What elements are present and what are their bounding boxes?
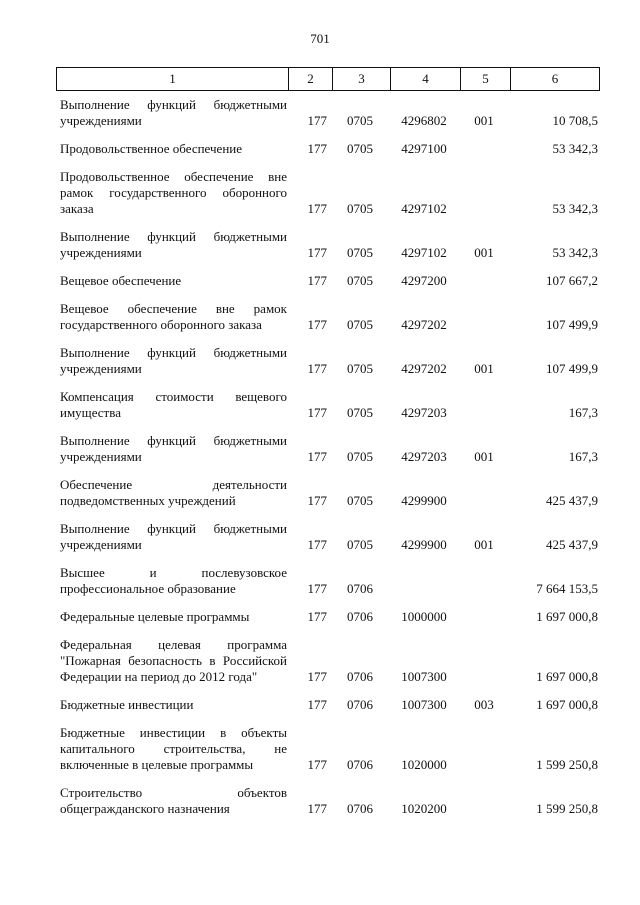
table-row	[56, 301, 599, 333]
row-code-2: 177	[307, 113, 327, 128]
row-code-3: 0705	[347, 449, 373, 464]
row-amount: 7 664 153,5	[536, 581, 598, 596]
row-code-2: 177	[307, 201, 327, 216]
row-amount: 1 599 250,8	[536, 757, 598, 772]
column-header-1: 1	[57, 68, 289, 91]
row-code-4: 4297203	[401, 405, 447, 420]
row-code-4: 4297203	[401, 449, 447, 464]
row-code-3: 0706	[347, 801, 373, 816]
row-code-2: 177	[307, 317, 327, 332]
row-code-3: 0705	[347, 317, 373, 332]
row-name: Вещевое обеспечение вне рамок государственного оборонного заказа	[60, 301, 287, 332]
row-name: Бюджетные инвестиции	[60, 697, 194, 712]
row-amount: 10 708,5	[552, 113, 598, 128]
row-name: Продовольственное обеспечение	[60, 141, 242, 156]
row-code-3: 0705	[347, 245, 373, 260]
row-code-2: 177	[307, 537, 327, 552]
row-code-3: 0705	[347, 201, 373, 216]
row-code-2: 177	[307, 669, 327, 684]
table-row	[56, 609, 599, 625]
row-code-3: 0706	[347, 697, 373, 712]
row-name: Выполнение функций бюджетными учреждениями	[60, 345, 287, 376]
row-code-2: 177	[307, 697, 327, 712]
row-amount: 425 437,9	[546, 493, 598, 508]
row-code-4: 4297200	[401, 273, 447, 288]
row-code-4: 4296802	[401, 113, 447, 128]
row-code-4: 4299900	[401, 493, 447, 508]
row-amount: 425 437,9	[546, 537, 598, 552]
row-code-4: 4297202	[401, 317, 447, 332]
row-code-2: 177	[307, 245, 327, 260]
row-name: Компенсация стоимости вещевого имущества	[60, 389, 287, 420]
column-header-table	[56, 67, 600, 91]
row-amount: 53 342,3	[552, 141, 598, 156]
row-name: Обеспечение деятельности подведомственных учреждений	[60, 477, 287, 508]
row-amount: 107 667,2	[546, 273, 598, 288]
row-name: Продовольственное обеспечение вне рамок государственного оборонного заказа	[60, 169, 287, 216]
row-name: Выполнение функций бюджетными учреждениями	[60, 433, 287, 464]
row-code-2: 177	[307, 273, 327, 288]
column-header-3: 3	[333, 68, 391, 91]
row-code-3: 0705	[347, 361, 373, 376]
row-amount: 167,3	[568, 449, 598, 464]
row-code-5: 001	[474, 113, 494, 128]
row-name: Выполнение функций бюджетными учреждениями	[60, 229, 287, 260]
column-header-5: 5	[461, 68, 511, 91]
table-row	[56, 565, 599, 597]
table-row	[56, 169, 599, 217]
row-code-2: 177	[307, 449, 327, 464]
row-code-2: 177	[307, 405, 327, 420]
budget-table-body	[56, 97, 599, 829]
row-amount: 167,3	[568, 405, 598, 420]
row-code-3: 0706	[347, 669, 373, 684]
row-code-2: 177	[307, 757, 327, 772]
row-code-2: 177	[307, 361, 327, 376]
row-name: Бюджетные инвестиции в объекты капитального строительства, не включенные в целевые программы	[60, 725, 287, 772]
row-amount: 107 499,9	[546, 361, 598, 376]
row-code-2: 177	[307, 801, 327, 816]
table-row	[56, 345, 599, 377]
row-code-2: 177	[307, 581, 327, 596]
row-code-3: 0706	[347, 609, 373, 624]
table-row	[56, 273, 599, 289]
row-code-3: 0706	[347, 581, 373, 596]
row-code-4: 4297102	[401, 201, 447, 216]
page-number: 701	[310, 31, 330, 46]
row-code-5: 001	[474, 361, 494, 376]
row-code-4: 4297102	[401, 245, 447, 260]
table-row	[56, 697, 599, 713]
row-code-2: 177	[307, 609, 327, 624]
row-name: Федеральная целевая программа "Пожарная безопасность в Российской Федерации на период до 2012 года"	[60, 637, 287, 684]
column-header-row	[57, 68, 600, 91]
row-code-4: 1007300	[401, 697, 447, 712]
row-amount: 1 599 250,8	[536, 801, 598, 816]
table-row	[56, 229, 599, 261]
row-code-2: 177	[307, 493, 327, 508]
row-name: Федеральные целевые программы	[60, 609, 250, 624]
column-header-4: 4	[391, 68, 461, 91]
row-code-3: 0705	[347, 113, 373, 128]
row-amount: 1 697 000,8	[536, 609, 598, 624]
row-code-4: 4299900	[401, 537, 447, 552]
row-code-3: 0705	[347, 405, 373, 420]
row-name: Строительство объектов общегражданского назначения	[60, 785, 287, 816]
table-row	[56, 141, 599, 157]
row-name: Выполнение функций бюджетными учреждениями	[60, 521, 287, 552]
row-code-3: 0705	[347, 493, 373, 508]
row-name: Выполнение функций бюджетными учреждениями	[60, 97, 287, 128]
row-amount: 1 697 000,8	[536, 669, 598, 684]
table-row	[56, 637, 599, 685]
table-row	[56, 97, 599, 129]
column-header-6: 6	[511, 68, 600, 91]
column-header-2: 2	[289, 68, 333, 91]
row-code-4: 4297202	[401, 361, 447, 376]
row-amount: 53 342,3	[552, 201, 598, 216]
table-row	[56, 389, 599, 421]
table-row	[56, 725, 599, 773]
table-row	[56, 433, 599, 465]
row-code-4: 1007300	[401, 669, 447, 684]
row-code-5: 001	[474, 537, 494, 552]
row-name: Высшее и послевузовское профессиональное образование	[60, 565, 287, 596]
row-code-5: 001	[474, 245, 494, 260]
row-code-3: 0705	[347, 141, 373, 156]
row-amount: 107 499,9	[546, 317, 598, 332]
row-code-5: 001	[474, 449, 494, 464]
row-amount: 53 342,3	[552, 245, 598, 260]
row-code-3: 0705	[347, 537, 373, 552]
row-code-4: 1000000	[401, 609, 447, 624]
row-code-2: 177	[307, 141, 327, 156]
row-name: Вещевое обеспечение	[60, 273, 182, 288]
row-code-4: 4297100	[401, 141, 447, 156]
row-amount: 1 697 000,8	[536, 697, 598, 712]
row-code-4: 1020000	[401, 757, 447, 772]
table-row	[56, 521, 599, 553]
row-code-4: 1020200	[401, 801, 447, 816]
table-row	[56, 785, 599, 817]
row-code-3: 0706	[347, 757, 373, 772]
table-row	[56, 477, 599, 509]
row-code-5: 003	[474, 697, 494, 712]
row-code-3: 0705	[347, 273, 373, 288]
